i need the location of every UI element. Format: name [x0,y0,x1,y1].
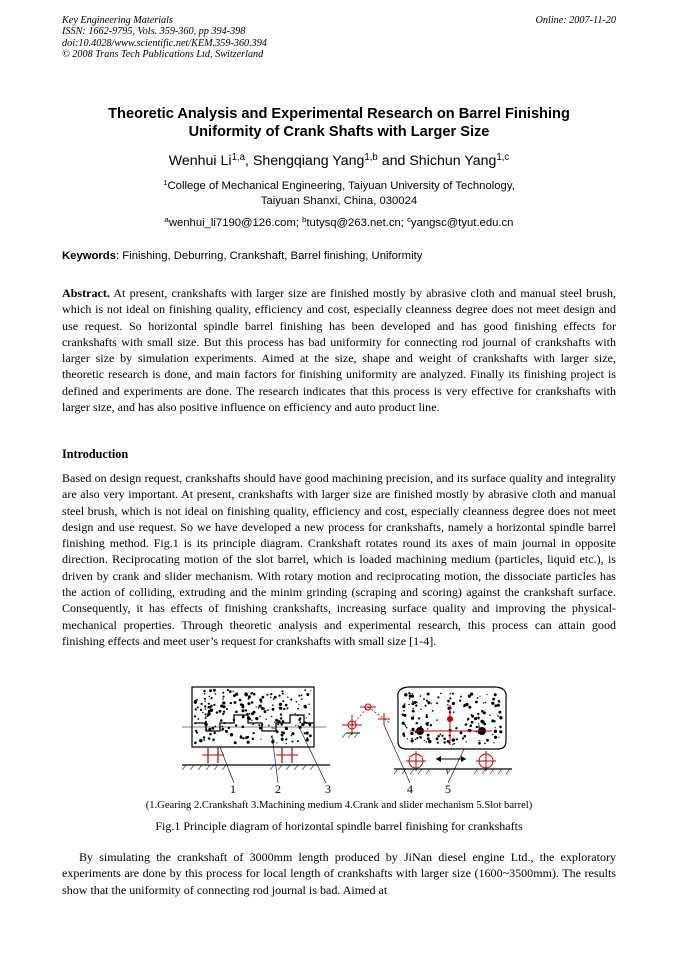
figure-caption: Fig.1 Principle diagram of horizontal spindle barrel finishing for crankshafts [155,819,523,833]
affiliation-line-1: College of Mechanical Engineering, Taiyuan University of Technology, [167,180,515,192]
medium-particles-left [194,689,312,745]
introduction-heading: Introduction [62,447,129,461]
principle-diagram [180,685,560,797]
email-b-sup: b [302,215,307,225]
author-3-sup: 1,c [496,152,510,164]
author-list [62,152,616,170]
affiliation-sup: 1 [163,178,168,188]
copyright-line: © 2008 Trans Tech Publications Ltd, Switzerland [62,48,264,60]
introduction-text: Based on design request, crankshafts should have good machining precision, and its surface quality and integrality are also very important. At present, crankshafts with larger size are finished mostly by abrasive cloth and manual steel brush, which is not ideal on finishing quality, efficiency and cost, especially cleanness degree does not meet design and use request. So we have developed a new process for crankshafts, namely a horizontal spindle barrel finishing method. Fig.1 is its principle diagram. Crankshaft rotates round its axes of main journal in opposite direction. Reciprocating motion of the slot barrel, which is loaded machining medium (particles, liquid etc.), is driven by crank and slider mechanism. With rotary motion and reciprocating motion, the dissociate particles has the action of colliding, extruding and the minim grinding (scraping and scoring) against the crankshaft surface. Consequently, it has effects of finishing crankshafts, increasing surface quality and improving the physical-mechanical properties. Through theoretic analysis and experimental research, this process can attain good finishing effects and meet user’s request for crankshafts with small size [1-4]. [62,471,616,648]
email-c-sup: c [407,215,411,225]
title-line-1: Theoretic Analysis and Experimental Research on Barrel Finishing [108,106,570,122]
author-sep-1: , [244,153,253,169]
email-a[interactable]: wenhui_li7190@126.com; [168,217,303,229]
abstract-label: Abstract. [62,286,110,300]
email-b[interactable]: tutysq@263.net.cn; [306,217,408,229]
part-label-2: 2 [275,782,281,796]
doi-line: doi:10.4028/www.scientific.net/KEM.359-360.394 [62,37,267,49]
keywords [62,249,616,263]
author-sep-2: and [377,153,410,169]
journal-name: Key Engineering Materials [62,15,173,26]
author-1: Wenhui Li [168,153,232,169]
part-label-3: 3 [325,782,331,796]
part-label-4: 4 [407,782,413,796]
velocity-label: v [445,765,451,777]
issn-line: ISSN: 1662-9795, Vols. 359-360, pp 394-398 [62,26,246,38]
author-1-sup: 1,a [231,152,245,164]
online-date: Online: 2007-11-20 [535,15,616,26]
author-3: Shichun Yang [409,153,497,169]
abstract-text: At present, crankshafts with larger size are finished mostly by abrasive cloth and manual steel brush, which is not ideal on finishing quality, efficiency and cost, especially cleanness degree does not meet design and use request. So horizontal spindle barrel finishing has been developed and has good finishing effects for crankshafts with small size. But this process has bad uniformity for connecting rod journal of crankshafts with larger size by simulation experiments. Aimed at the size, shape and weight of crankshafts with larger size, theoretic research is done, and main factors for finishing uniformity are analyzed. Finally its finishing project is defined and experiments are done. The research indicates that this process is very effective for crankshafts with larger size, and has also positive influence on efficiency and auto product line. [62,286,616,415]
figure-part-numbers [120,782,560,798]
abstract [62,285,616,415]
journal-header [62,15,616,60]
paper-title [62,105,616,141]
keywords-text: : Finishing, Deburring, Crankshaft, Barrel finishing, Uniformity [116,250,423,262]
email-list [62,216,616,230]
affiliation [62,179,616,208]
email-a-sup: a [164,215,169,225]
title-line-2: Uniformity of Crank Shafts with Larger Size [188,124,490,140]
author-2-sup: 1,b [364,152,378,164]
part-label-5: 5 [445,782,451,796]
part-label-1: 1 [230,782,236,796]
keywords-label: Keywords [62,250,116,262]
affiliation-line-2: Taiyuan Shanxi, China, 030024 [260,194,418,207]
email-c[interactable]: yangsc@tyut.edu.cn [410,217,514,229]
figure-legend: (1.Gearing 2.Crankshaft 3.Machining medium 4.Crank and slider mechanism 5.Slot barrel) [145,800,533,811]
body-paragraph-2: By simulating the crankshaft of 3000mm length produced by JiNan diesel engine Ltd., the exploratory experiments are done by this process for local length of crankshafts with larger size (1600~3500mm). The results show that the uniformity of connecting rod journal is bad. Aimed at [62,850,616,897]
author-2: Shengqiang Yang [252,153,365,169]
